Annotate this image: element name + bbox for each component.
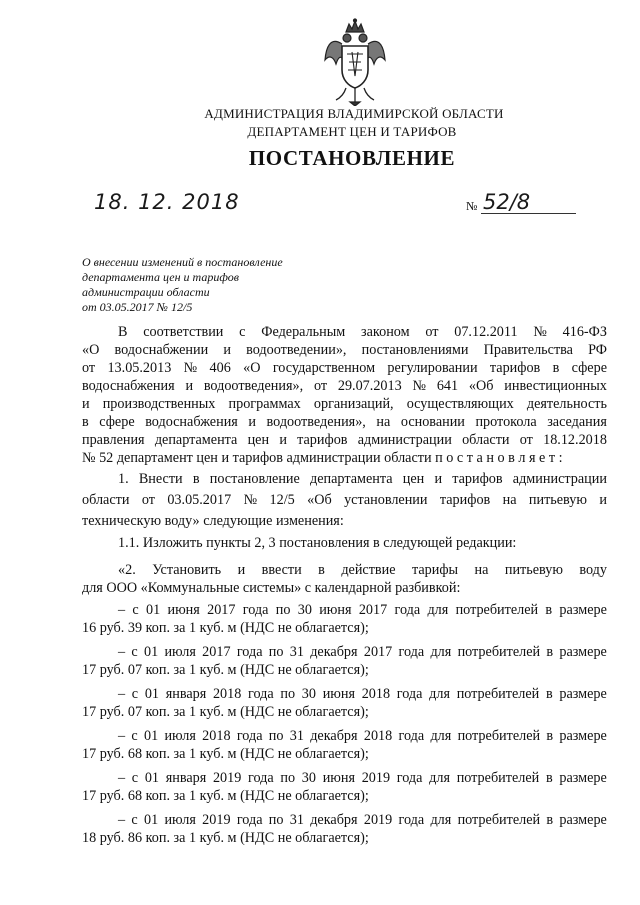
preamble-line: водоснабжения и водоотведения», от 29.07.2013 № 641 «Об инвестиционных (82, 378, 607, 394)
preamble-line: № 52 департамент цен и тарифов администрации области п о с т а н о в л я е т : (82, 450, 563, 466)
preamble-line: от 13.05.2013 № 406 «О государственном регулировании тарифов в сфере (82, 360, 607, 376)
item1-line: техническую воду» следующие изменения: (82, 513, 344, 529)
document-title: ПОСТАНОВЛЕНИЕ (248, 146, 456, 170)
tariff-line: 17 руб. 68 коп. за 1 куб. м (НДС не облагается); (82, 788, 369, 804)
tariff-line: 16 руб. 39 коп. за 1 куб. м (НДС не облагается); (82, 620, 369, 636)
subject-line: департамента цен и тарифов (82, 270, 239, 284)
preamble-line: «О водоснабжении и водоотведении», постановлениями Правительства РФ (82, 342, 607, 358)
tariff-line: 17 руб. 07 коп. за 1 куб. м (НДС не облагается); (82, 662, 369, 678)
tariff-line: – с 01 января 2018 года по 30 июня 2018 года для потребителей в размере (118, 686, 607, 702)
item2-line: для ООО «Коммунальные системы» с календарной разбивкой: (82, 580, 461, 596)
tariff-line: 17 руб. 68 коп. за 1 куб. м (НДС не облагается); (82, 746, 369, 762)
department-name: ДЕПАРТАМЕНТ ЦЕН И ТАРИФОВ (247, 124, 457, 139)
item1-line: области от 03.05.2017 № 12/5 «Об установлении тарифов на питьевую и (82, 492, 607, 508)
preamble-line: правления департамента цен и тарифов администрации области от 18.12.2018 (82, 432, 607, 448)
number-sign: № (466, 199, 478, 213)
preamble-line: В соответствии с Федеральным законом от 07.12.2011 № 416-ФЗ (118, 324, 607, 340)
organization-name: АДМИНИСТРАЦИЯ ВЛАДИМИРСКОЙ ОБЛАСТИ (204, 106, 504, 121)
item11-line: 1.1. Изложить пункты 2, 3 постановления в следующей редакции: (118, 535, 517, 551)
tariff-line: – с 01 января 2019 года по 30 июня 2019 года для потребителей в размере (118, 770, 607, 786)
tariff-line: – с 01 июля 2017 года по 31 декабря 2017 года для потребителей в размере (118, 644, 607, 660)
subject-line: от 03.05.2017 № 12/5 (82, 300, 193, 314)
tariff-line: – с 01 июля 2019 года по 31 декабря 2019 года для потребителей в размере (118, 812, 607, 828)
number-value: 52/8 (483, 190, 531, 214)
item1-line: 1. Внести в постановление департамента цен и тарифов администрации (118, 471, 607, 487)
document-number (466, 190, 576, 217)
document-subject (82, 255, 342, 315)
subject-line: О внесении изменений в постановление (82, 255, 283, 269)
number-underline (481, 213, 576, 214)
document-date: 18. 12. 2018 (94, 190, 240, 214)
preamble-line: и производственных программах организаций, осуществляющих деятельность (82, 396, 607, 412)
tariff-line: – с 01 июня 2017 года по 30 июня 2017 года для потребителей в размере (118, 602, 607, 618)
subject-line: администрации области (82, 285, 210, 299)
coat-of-arms-emblem (322, 18, 388, 106)
tariff-line: 17 руб. 07 коп. за 1 куб. м (НДС не облагается); (82, 704, 369, 720)
tariff-line: – с 01 июля 2018 года по 31 декабря 2018 года для потребителей в размере (118, 728, 607, 744)
tariff-line: 18 руб. 86 коп. за 1 куб. м (НДС не облагается); (82, 830, 369, 846)
preamble-line: в сфере водоснабжения и водоотведения», на основании протокола заседания (82, 414, 607, 430)
item2-line: «2. Установить и ввести в действие тарифы на питьевую воду (118, 562, 607, 578)
